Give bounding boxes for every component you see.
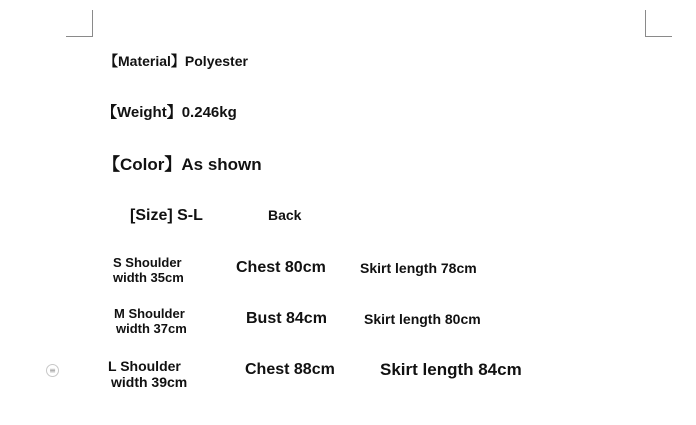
l-shoulder-width: [108, 358, 187, 390]
color-line: 【Color】As shown: [103, 155, 262, 174]
s-shoulder-value: width 35cm: [113, 269, 184, 285]
s-shoulder-label: S Shoulder: [113, 255, 182, 270]
list-marker-icon: ≡: [46, 364, 59, 377]
back-label: Back: [268, 207, 302, 223]
l-chest: Chest 88cm: [245, 361, 335, 378]
l-skirt-length: Skirt length 84cm: [380, 360, 522, 379]
m-skirt-length: Skirt length 80cm: [364, 311, 481, 327]
s-chest: Chest 80cm: [236, 259, 326, 276]
page-corner-top-left: [66, 10, 93, 37]
s-shoulder-width: [113, 256, 184, 286]
m-shoulder-value: width 37cm: [116, 320, 187, 336]
page-corner-top-right: [645, 10, 672, 37]
m-bust: Bust 84cm: [246, 310, 327, 327]
s-skirt-length: Skirt length 78cm: [360, 260, 477, 276]
weight-line: 【Weight】0.246kg: [102, 104, 237, 121]
size-line: [Size] S-L: [130, 207, 203, 224]
m-shoulder-label: M Shoulder: [114, 306, 185, 321]
material-line: 【Material】Polyester: [104, 53, 248, 69]
m-shoulder-width: [114, 307, 187, 337]
l-shoulder-value: width 39cm: [111, 374, 188, 391]
l-shoulder-label: L Shoulder: [108, 358, 181, 374]
